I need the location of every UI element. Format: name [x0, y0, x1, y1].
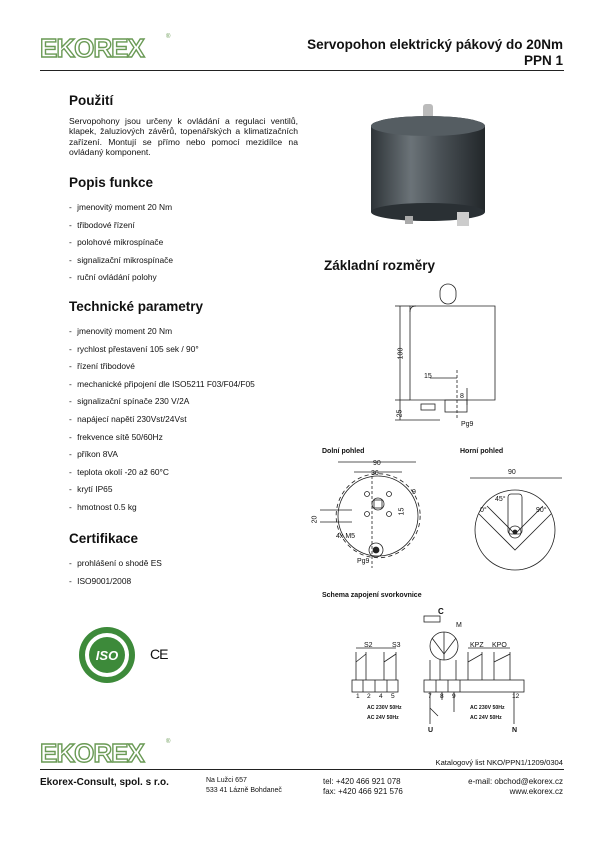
company-name: Ekorex-Consult, spol. s r.o.: [40, 777, 169, 788]
actuator-photo: [365, 100, 493, 232]
list-item: - hmotnost 0.5 kg: [69, 502, 255, 520]
side-view-drawing: [385, 280, 525, 430]
wire-s2: S2: [364, 642, 373, 649]
list-item: - řízení třibodové: [69, 361, 255, 379]
terminal-8: 8: [440, 693, 444, 700]
list-item: - ISO9001/2008: [69, 576, 162, 594]
params-heading: Technické parametry: [69, 299, 204, 314]
list-item: - signalizační mikrospínače: [69, 255, 173, 273]
list-item: - polohové mikrospínače: [69, 237, 173, 255]
terminal-4: 4: [379, 693, 383, 700]
header-divider: [40, 70, 564, 71]
wire-s3: S3: [392, 642, 401, 649]
dim-15: 15: [424, 373, 432, 380]
dim-36: 36: [371, 470, 379, 477]
list-item: - signalizační spínače 230 V/2A: [69, 396, 255, 414]
address-line2: 533 41 Lázně Bohdaneč: [206, 787, 282, 794]
terminal-5: 5: [391, 693, 395, 700]
wire-m: M: [456, 622, 462, 629]
terminal-12: 12: [512, 693, 520, 700]
wire-u: U: [428, 727, 434, 734]
dim-20: 20: [311, 515, 319, 524]
dim-pg9: Pg9: [461, 421, 474, 428]
list-item: - rychlost přestavení 105 sek / 90°: [69, 344, 255, 362]
bottom-view-label: Dolní pohled: [322, 448, 365, 455]
registered-mark: ®: [166, 34, 171, 40]
cert-heading: Certifikace: [69, 531, 139, 546]
dimensions-heading: Základní rozměry: [324, 258, 436, 273]
address-line1: Na Lužci 657: [206, 777, 247, 784]
usage-text: Servopohony jsou určeny k ovládání a regulaci ventilů, klapek, žaluziových závěrů, topenářských a klimatizačních zařízení. Montují se přímo nebo pomocí mezidílce na ovládaný komponent.: [69, 116, 298, 158]
terminal-7: 7: [428, 693, 432, 700]
website-link[interactable]: www.ekorex.cz: [509, 787, 563, 796]
top-view-drawing: [462, 474, 570, 584]
terminal-9: 9: [452, 693, 456, 700]
email-link[interactable]: e-mail: obchod@ekorex.cz: [468, 777, 563, 786]
list-item: - jmenovitý moment 20 Nm: [69, 202, 173, 220]
function-heading: Popis funkce: [69, 175, 154, 190]
cert-list: [69, 558, 162, 593]
top-view-label: Horní pohled: [460, 448, 504, 455]
ac230-right: AC 230V 50Hz: [470, 705, 505, 711]
list-item: - příkon 8VA: [69, 449, 255, 467]
list-item: - prohlášení o shodě ES: [69, 558, 162, 576]
wire-kpz: KPZ: [470, 642, 484, 649]
product-code: PPN 1: [523, 53, 563, 68]
footer-divider: [40, 769, 564, 770]
m5-label: 4x M5: [336, 533, 356, 540]
ce-mark: CE: [150, 646, 168, 662]
terminal-2: 2: [367, 693, 371, 700]
list-item: - jmenovitý moment 20 Nm: [69, 326, 255, 344]
dim-9: 9: [412, 489, 416, 496]
phone: tel: +420 466 921 078: [323, 777, 401, 786]
dim-8: 8: [460, 393, 464, 400]
terminal-1: 1: [356, 693, 360, 700]
list-item: - teplota okolí -20 až 60°C: [69, 467, 255, 485]
usage-heading: Použití: [69, 93, 114, 108]
footer-logo: EKOREX: [40, 738, 144, 768]
ac24-right: AC 24V 50Hz: [470, 715, 502, 721]
dim-25: 25: [396, 409, 404, 418]
wire-kpo: KPO: [492, 642, 507, 649]
list-item: - krytí IP65: [69, 484, 255, 502]
list-item: - frekvence sítě 50/60Hz: [69, 432, 255, 450]
dim-15b: 15: [398, 507, 406, 516]
dim-90a: 90: [373, 460, 381, 467]
wire-c: C: [438, 607, 444, 616]
list-item: - třibodové řízení: [69, 220, 173, 238]
pg9-bottom: Pg9: [357, 558, 370, 565]
dim-100: 100: [397, 347, 405, 360]
angle-45: 45°: [495, 496, 506, 503]
svg-text:ISO: ISO: [95, 648, 119, 663]
wire-n: N: [512, 727, 518, 734]
footer-registered-mark: ®: [166, 739, 171, 745]
company-logo: EKOREX: [40, 33, 144, 63]
catalog-number: Katalogový list NKO/PPN1/1209/0304: [435, 758, 563, 767]
list-item: - mechanické připojení dle ISO5211 F03/F04/F05: [69, 379, 255, 397]
ac230-left: AC 230V 50Hz: [367, 705, 402, 711]
fax: fax: +420 466 921 576: [323, 787, 403, 796]
document-title: Servopohon elektrický pákový do 20Nm: [307, 37, 563, 52]
list-item: - ruční ovládání polohy: [69, 272, 173, 290]
angle-90: 90°: [536, 507, 547, 514]
wiring-heading: Schema zapojení svorkovnice: [322, 592, 422, 599]
params-list: [69, 326, 255, 520]
list-item: - napájecí napětí 230Vst/24Vst: [69, 414, 255, 432]
dim-90b: 90: [508, 469, 516, 476]
ac24-left: AC 24V 50Hz: [367, 715, 399, 721]
function-list: [69, 202, 173, 290]
bottom-view-drawing: [312, 458, 432, 576]
angle-0: 0°: [480, 507, 487, 514]
iso-certified-badge: [78, 626, 136, 684]
